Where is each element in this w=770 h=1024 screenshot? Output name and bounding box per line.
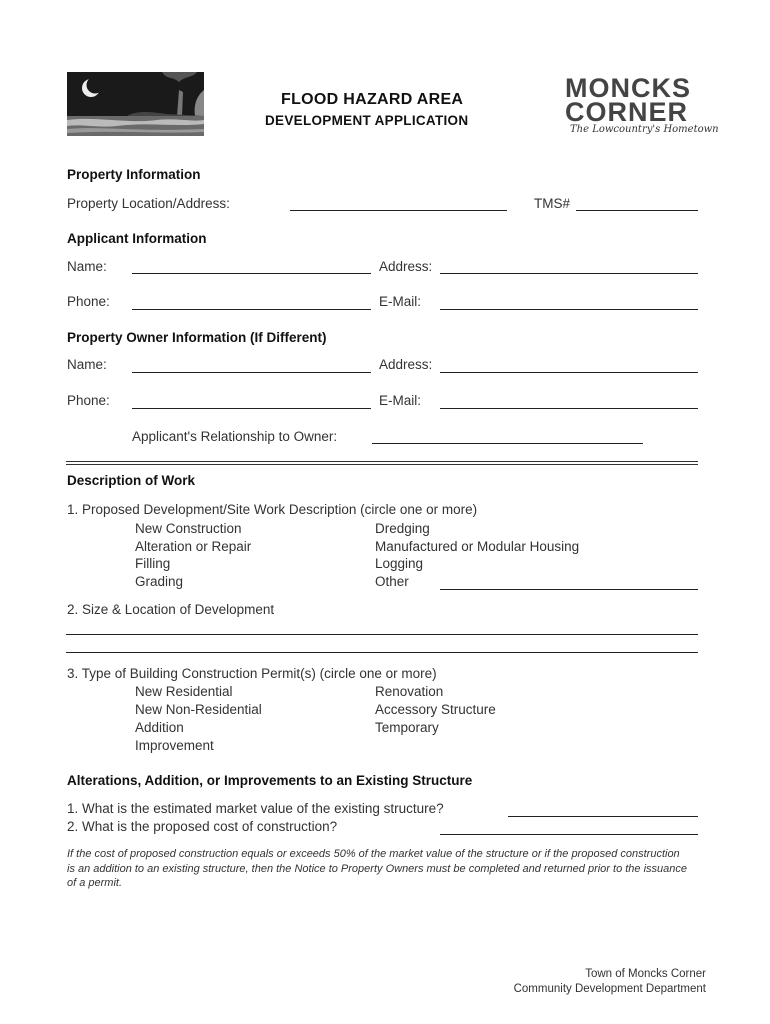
tms-label: TMS# — [534, 196, 571, 211]
option-grading[interactable]: Grading — [135, 574, 184, 589]
market-value-field[interactable] — [508, 816, 698, 817]
option-accessory-structure[interactable]: Accessory Structure — [375, 702, 496, 717]
option-temporary[interactable]: Temporary — [375, 720, 439, 735]
option-other[interactable]: Other — [375, 574, 409, 589]
owner-phone-label: Phone: — [67, 393, 110, 408]
option-filling[interactable]: Filling — [135, 556, 171, 571]
owner-name-field[interactable] — [132, 372, 371, 373]
owner-info-heading: Property Owner Information (If Different) — [67, 330, 327, 345]
owner-phone-field[interactable] — [132, 408, 371, 409]
brand-name-line1: MONCKS — [565, 73, 691, 103]
option-new-non-residential[interactable]: New Non-Residential — [135, 702, 262, 717]
applicant-info-heading: Applicant Information — [67, 231, 207, 246]
property-info-heading: Property Information — [67, 167, 201, 182]
option-new-residential[interactable]: New Residential — [135, 684, 233, 699]
brand-name-line2: CORNER — [565, 97, 689, 127]
option-new-construction[interactable]: New Construction — [135, 521, 242, 536]
applicant-address-field[interactable] — [440, 273, 698, 274]
applicant-email-label: E-Mail: — [379, 294, 422, 309]
q3-permit-type: 3. Type of Building Construction Permit(s) (circle one or more) — [67, 666, 437, 681]
other-field[interactable] — [440, 589, 698, 590]
owner-email-field[interactable] — [440, 408, 698, 409]
option-renovation[interactable]: Renovation — [375, 684, 444, 699]
size-location-field-2[interactable] — [66, 652, 698, 653]
option-dredging[interactable]: Dredging — [375, 521, 430, 536]
property-address-field[interactable] — [290, 210, 507, 211]
option-logging[interactable]: Logging — [375, 556, 424, 571]
footer-town: Town of Moncks Corner — [585, 968, 706, 980]
relationship-label: Applicant's Relationship to Owner: — [132, 429, 338, 444]
option-manufactured-housing[interactable]: Manufactured or Modular Housing — [375, 539, 580, 554]
alterations-heading: Alterations, Addition, or Improvements to an Existing Structure — [67, 773, 473, 788]
q1-proposed-development: 1. Proposed Development/Site Work Description (circle one or more) — [67, 502, 478, 517]
substantial-improvement-note: If the cost of proposed construction equals or exceeds 50% of the market value of the structure or if the proposed construction is an addition to an existing structure, then the Notice to Property Owners must be completed and returned prior to the issuance of a permit. — [67, 848, 688, 889]
applicant-name-label: Name: — [67, 259, 107, 274]
option-alteration-repair[interactable]: Alteration or Repair — [135, 539, 252, 554]
footer-department: Community Development Department — [513, 983, 706, 995]
moon-landscape-logo — [67, 72, 204, 136]
form-subtitle: DEVELOPMENT APPLICATION — [265, 113, 469, 128]
owner-name-label: Name: — [67, 357, 107, 372]
relationship-field[interactable] — [372, 443, 643, 444]
description-heading: Description of Work — [67, 473, 196, 488]
owner-email-label: E-Mail: — [379, 393, 422, 408]
applicant-phone-label: Phone: — [67, 294, 110, 309]
brand-tagline: The Lowcountry's Hometown — [570, 124, 719, 135]
property-address-label: Property Location/Address: — [67, 196, 230, 211]
applicant-email-field[interactable] — [440, 309, 698, 310]
alterations-q1: 1. What is the estimated market value of the existing structure? — [67, 801, 444, 816]
owner-address-label: Address: — [379, 357, 433, 372]
owner-address-field[interactable] — [440, 372, 698, 373]
construction-cost-field[interactable] — [440, 834, 698, 835]
section-divider — [66, 461, 698, 465]
form-title: FLOOD HAZARD AREA — [281, 91, 464, 108]
option-addition[interactable]: Addition — [135, 720, 184, 735]
q2-size-location: 2. Size & Location of Development — [67, 602, 275, 617]
applicant-address-label: Address: — [379, 259, 433, 274]
size-location-field-1[interactable] — [66, 634, 698, 635]
applicant-phone-field[interactable] — [132, 309, 371, 310]
tms-field[interactable] — [576, 210, 698, 211]
alterations-q2: 2. What is the proposed cost of construction? — [67, 819, 338, 834]
applicant-name-field[interactable] — [132, 273, 371, 274]
option-improvement[interactable]: Improvement — [135, 738, 214, 753]
